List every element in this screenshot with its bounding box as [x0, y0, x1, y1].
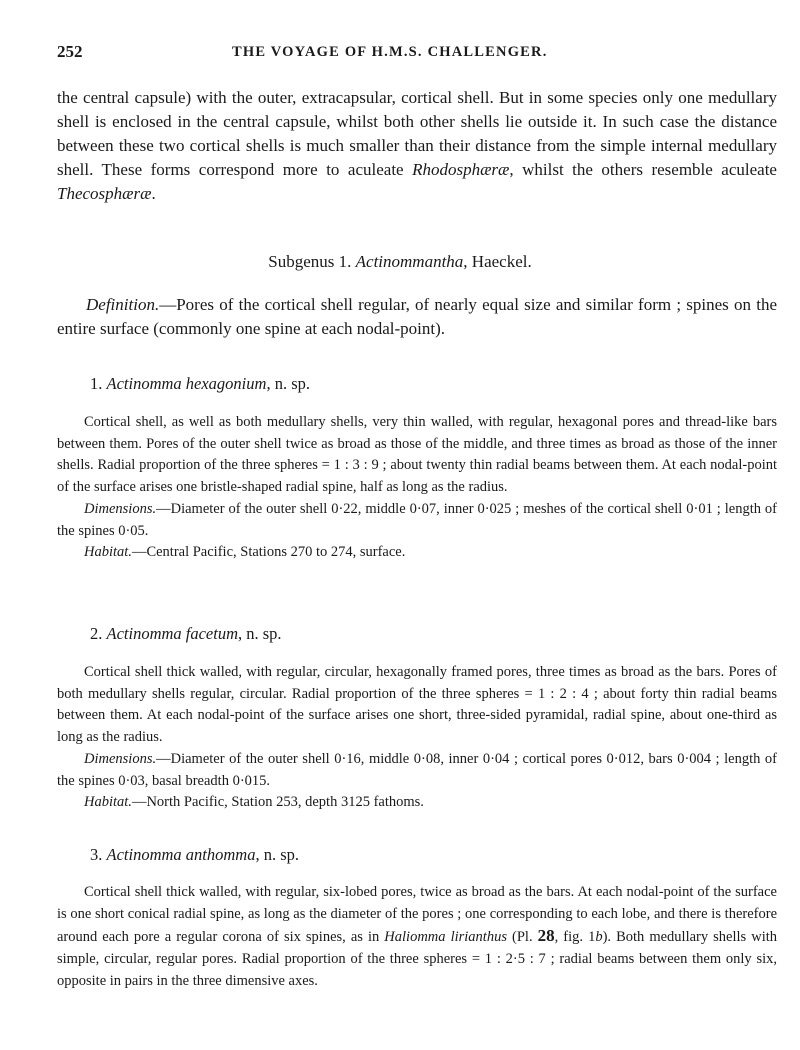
page-number: 252 — [57, 42, 83, 61]
subgenus-author: , Haeckel. — [463, 252, 532, 271]
species-number: 3. — [90, 845, 107, 864]
species-2-heading — [90, 624, 282, 644]
species-number: 2. — [90, 624, 107, 643]
page-header — [57, 42, 777, 66]
habitat-text: —Central Pacific, Stations 270 to 274, surface. — [131, 544, 406, 561]
species-number: 1. — [90, 374, 107, 393]
species-3-body — [57, 882, 777, 993]
species-2-description: Cortical shell thick walled, with regular, circular, hexagonally framed pores, three times as broad as the bars. Pores of both medullary shells regular, circular. Radial proportion of the three spheres = 1 : 2 : 4 ; about forty thin radial beams between them. At each nodal-point of the surface arises one short, three-sided pyramidal, radial spine, about one-third as long as the radius. — [57, 664, 777, 746]
species-name: Actinomma hexagonium — [106, 374, 267, 393]
species-1-description: Cortical shell, as well as both medullary shells, very thin walled, with regular, hexagonal pores and thread-like bars between them. Pores of the outer shell twice as broad as those of the middle, and three times as broad as those of the inner shells. Radial proportion of the three spheres = 1 : 3 : 9 ; about twenty thin radial beams between them. At each nodal-point of the surface arises one bristle-shaped radial spine, half as long as the radius. — [57, 414, 777, 496]
subgenus-heading — [0, 252, 800, 272]
intro-text-1: the central capsule) with the outer, extracapsular, cortical shell. But in some species only one medullary shell is enclosed in the central capsule, whilst both other shells lie outside it. In such case the distance between these two cortical shells is much smaller than their distance from the simple internal medullary shell. These forms correspond more to aculeate — [57, 88, 777, 179]
reference-mid: , fig. 1 — [554, 929, 596, 946]
reference-taxon: Haliomma lirianthus — [384, 929, 507, 946]
dimensions-label: Dimensions. — [84, 500, 157, 517]
species-3-heading — [90, 845, 299, 865]
habitat-label: Habitat. — [84, 794, 132, 811]
species-2-dimensions — [57, 749, 777, 792]
species-1-dimensions — [57, 499, 777, 542]
species-3-description — [57, 882, 777, 993]
taxon-thecosphaerae: Thecosphæræ — [57, 184, 152, 203]
species-1-habitat — [57, 542, 777, 564]
dimensions-label: Dimensions. — [84, 750, 157, 767]
reference-pre: (Pl. — [506, 929, 538, 946]
taxon-rhodosphaerae: Rhodosphæræ — [412, 160, 510, 179]
intro-text-2: , whilst the others resemble aculeate — [509, 160, 777, 179]
definition-paragraph — [57, 293, 777, 341]
species-suffix: , n. sp. — [266, 374, 310, 393]
plate-number: 28 — [537, 926, 555, 946]
species-name: Actinomma facetum — [106, 624, 239, 643]
species-1-heading — [90, 374, 310, 394]
habitat-text: —North Pacific, Station 253, depth 3125 fathoms. — [131, 794, 424, 811]
description-part-2: ). Both medullary shells with simple, circular, regular pores. Radial proportion of the three spheres = 1 : 2·5 : 7 ; radial beams between them only six, opposite in pairs in the three dimensive axes. — [57, 929, 778, 989]
running-title: THE VOYAGE OF H.M.S. CHALLENGER. — [232, 44, 548, 60]
species-2-habitat — [57, 792, 777, 814]
subgenus-name: Actinommantha — [355, 252, 464, 271]
definition-label: Definition. — [86, 295, 160, 314]
species-suffix: , n. sp. — [238, 624, 282, 643]
intro-text-3: . — [151, 184, 156, 203]
subgenus-prefix: Subgenus 1. — [268, 252, 356, 271]
species-1-body — [57, 412, 777, 564]
species-name: Actinomma anthomma — [106, 845, 256, 864]
habitat-label: Habitat. — [84, 544, 132, 561]
species-suffix: , n. sp. — [255, 845, 299, 864]
figure-letter: b — [595, 929, 603, 946]
dimensions-text: —Diameter of the outer shell 0·22, middle 0·07, inner 0·025 ; meshes of the cortical shell 0·01 ; length of the spines 0·05. — [57, 500, 777, 539]
intro-paragraph — [57, 86, 777, 206]
description-part-1: Cortical shell thick walled, with regular, six-lobed pores, twice as broad as the bars. At each nodal-point of the surface is one short conical radial spine, as long as the diameter of the pores ; one corresponding to each lobe, and there is therefore around each pore a regular corona of six spines, as in — [57, 884, 777, 946]
species-2-body — [57, 662, 777, 814]
dimensions-text: —Diameter of the outer shell 0·16, middle 0·08, inner 0·04 ; cortical pores 0·012, bars 0·004 ; length of the spines 0·03, basal breadth 0·015. — [57, 750, 777, 789]
definition-text: —Pores of the cortical shell regular, of nearly equal size and similar form ; spines on the entire surface (commonly one spine at each nodal-point). — [57, 295, 777, 338]
